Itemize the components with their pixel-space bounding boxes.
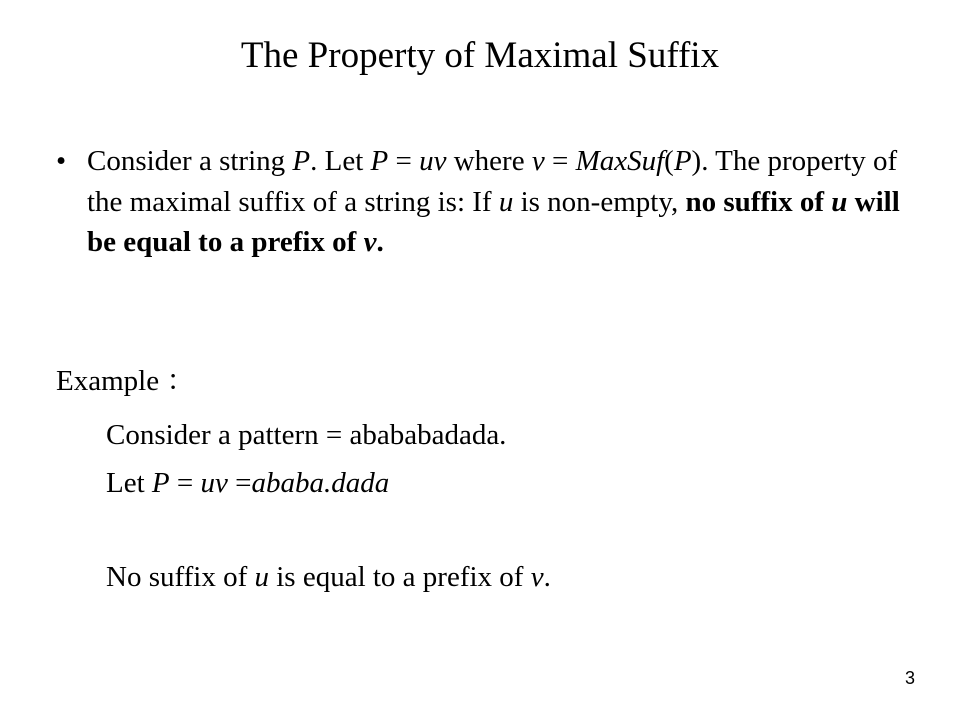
page-number: 3 [904, 668, 915, 688]
bullet-text-segment: . Let [310, 145, 371, 177]
example-text-segment: = [169, 467, 201, 499]
var-v-bold: v [363, 226, 377, 258]
example-text-segment: . [543, 561, 551, 593]
var-u: u [254, 561, 269, 593]
example-text-segment: No suffix of [106, 561, 255, 593]
bold-segment: will be equal to a prefix of [87, 185, 900, 258]
func-maxsuf: MaxSuf [575, 145, 665, 177]
bullet-text-segment: where [446, 145, 532, 177]
var-p: P [151, 467, 170, 499]
example-text-segment: Let [106, 467, 152, 499]
split-string: ababa.dada [251, 467, 390, 499]
bullet-text [87, 141, 902, 263]
var-u: u [498, 185, 514, 218]
bullet-marker: • [56, 145, 67, 177]
bold-segment: . [376, 226, 384, 258]
bullet-text-segment: ( [664, 145, 674, 177]
var-v: v [530, 561, 544, 593]
var-uv: uv [200, 467, 228, 499]
var-p: P [370, 145, 389, 177]
example-heading: Example ： [56, 365, 196, 397]
bullet-text-segment: = [544, 145, 576, 177]
var-u-bold: u [831, 185, 848, 218]
bullet-item [56, 141, 906, 263]
var-p: P [673, 145, 692, 177]
bullet-text-segment: Consider a string [87, 145, 293, 177]
bullet-text-segment: ). The property of the maximal suffix of a string is: If [87, 145, 898, 218]
var-uv: uv [419, 145, 447, 177]
bullet-text-segment: is non-empty, [513, 185, 686, 218]
var-v: v [531, 145, 545, 177]
var-p: P [292, 145, 311, 177]
example-line-conclusion [106, 557, 551, 597]
bullet-text-segment: = [388, 145, 420, 177]
example-text-segment: = [227, 467, 252, 499]
bold-segment: no suffix of [685, 185, 832, 218]
slide-title: The Property of Maximal Suffix [240, 35, 720, 76]
example-line-decomposition [106, 463, 389, 503]
example-line-pattern: Consider a pattern = abababadada. [106, 419, 507, 451]
example-text-segment: is equal to a prefix of [268, 561, 531, 593]
